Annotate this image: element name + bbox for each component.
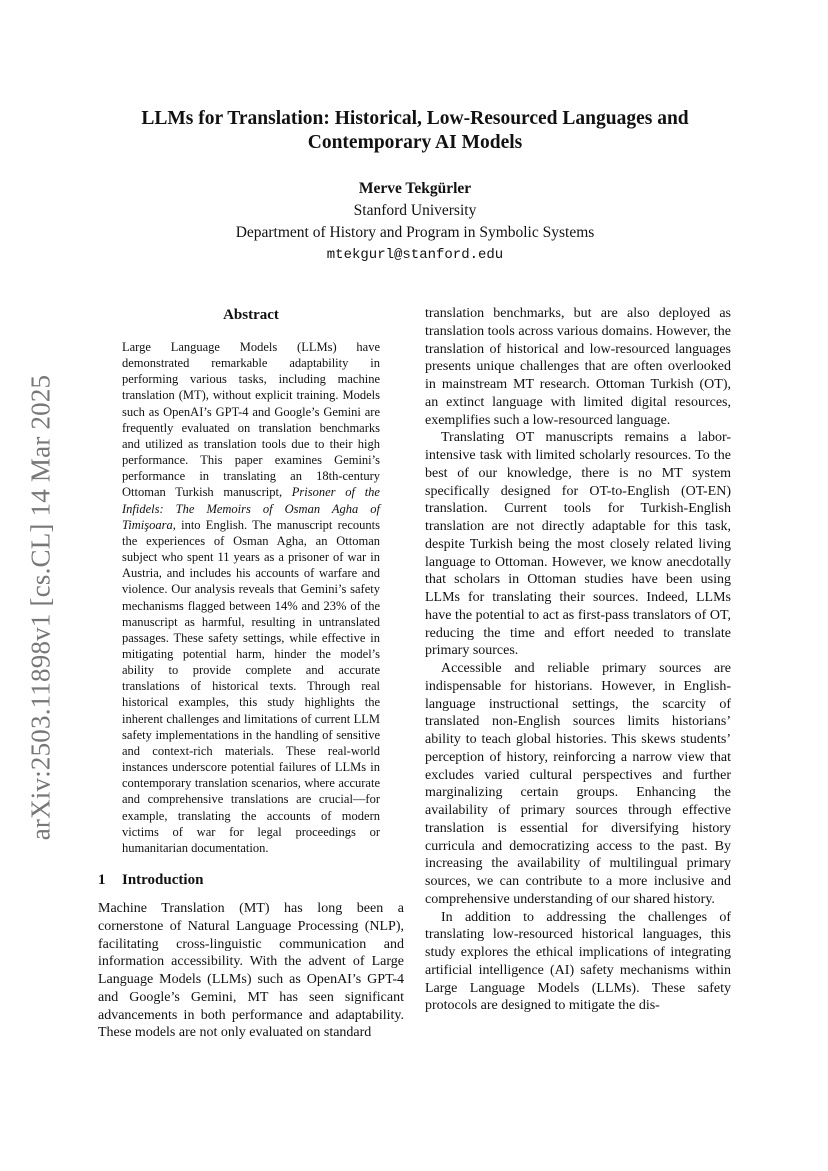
author-block xyxy=(98,178,732,266)
paper-title-line-1: LLMs for Translation: Historical, Low-Resourced Languages and xyxy=(141,108,689,129)
arxiv-identifier xyxy=(26,360,56,855)
arxiv-identifier-text: arXiv:2503.11898v1 [cs.CL] 14 Mar 2025 xyxy=(25,374,56,841)
paper-title-line-2: Contemporary AI Models xyxy=(307,132,523,153)
author-name: Merve Tekgürler xyxy=(358,180,472,197)
right-column xyxy=(425,305,731,1015)
section-number: 1 xyxy=(98,872,106,888)
abstract-text-part-1: Large Language Models (LLMs) have demonstrated remarkable adaptability in performing various tasks, including machine translation (MT), without explicit training. Models such as OpenAI’s GPT-4 and Google’s Gemini are frequently evaluated on translation benchmarks and utilized as translation tools due to their high performance. This paper examines Gemini’s performance in translating an 18th-century Ottoman Turkish manuscript, xyxy=(122,340,380,500)
intro-paragraph-1: Machine Translation (MT) has long been a cornerstone of Natural Language Processing (NLP), facilitating cross-linguistic communication and information accessibility. With the advent of Large Language Models (LLMs) such as OpenAI’s GPT-4 and Google’s Gemini, MT has seen significant advancements in both performance and adaptability. These models are not only evaluated on standard xyxy=(98,901,404,1041)
manuscript-title: Prisoner of the Infidels: The Memoirs of Osman Agha of Timişoara xyxy=(122,485,380,532)
author-department: Department of History and Program in Symbolic Systems xyxy=(235,224,595,241)
author-affiliation: Stanford University xyxy=(353,202,477,219)
author-email: mtekgurl@stanford.edu xyxy=(326,247,504,263)
intro-paragraph-3: Accessible and reliable primary sources are indispensable for historians. However, in English-language instructional settings, the scarcity of translated non-English sources limits historians’ ability to teach global histories. This skews students’ perception of history, reinforcing a narrow view that excludes varied cultural perspectives and further marginalizing certain groups. Enhancing the availability of primary sources through effective translation is essential for diversifying history curricula and democratizing access to the past. By increasing the availability of multilingual primary sources, we can contribute to a more inclusive and comprehensive understanding of our shared history. xyxy=(425,661,731,907)
abstract-text-part-2: , into English. The manuscript recounts the experiences of Osman Agha, an Ottoman subject who spent 11 years as a prisoner of war in Austria, and includes his accounts of warfare and violence. Our analysis reveals that Gemini’s safety mechanisms flagged between 14% and 23% of the manuscript as harmful, resulting in untranslated passages. These safety settings, while effective in mitigating potential harm, hinder the model’s ability to provide complete and accurate translations of historical texts. Through real historical examples, this study highlights the inherent challenges and limitations of current LLM safety implementations in the handling of sensitive and context-rich materials. These real-world instances underscore potential failures of LLMs in contemporary translation scenarios, where accurate and comprehensive translations are crucial—for example, translating the accounts of modern victims of war for legal proceedings or humanitarian documentation. xyxy=(122,517,380,855)
abstract-heading: Abstract xyxy=(223,307,279,323)
abstract-body xyxy=(122,339,380,856)
left-column xyxy=(98,305,404,1042)
section-title: Introduction xyxy=(122,872,204,888)
intro-paragraph-1-continued: translation benchmarks, but are also deployed as translation tools across various domains. However, the translation of historical and low-resourced languages presents unique challenges that are often overlooked in mainstream MT research. Ottoman Turkish (OT), an extinct language with limited digital resources, exemplifies such a low-resourced language. xyxy=(425,306,731,428)
intro-paragraph-2: Translating OT manuscripts remains a labor-intensive task with limited scholarly resources. To the best of our knowledge, there is no MT system specifically designed for OT-to-English (OT-EN) translation. Current tools for Turkish-English translation are not directly adaptable for this task, despite Turkish being the most closely related living language to Ottoman. However, we know anecdotally that scholars in Ottoman studies have been using LLMs for translating their sources. Indeed, LLMs have the potential to act as first-pass translators of OT, reducing the time and effort needed to translate primary sources. xyxy=(425,430,731,659)
intro-paragraph-4: In addition to addressing the challenges of translating low-resourced historical languages, this study explores the ethical implications of integrating artificial intelligence (AI) safety mechanisms within Large Language Models (LLMs). These safety protocols are designed to mitigate the dis- xyxy=(425,909,731,1014)
paper-title xyxy=(98,107,732,155)
section-heading-introduction xyxy=(98,870,404,890)
